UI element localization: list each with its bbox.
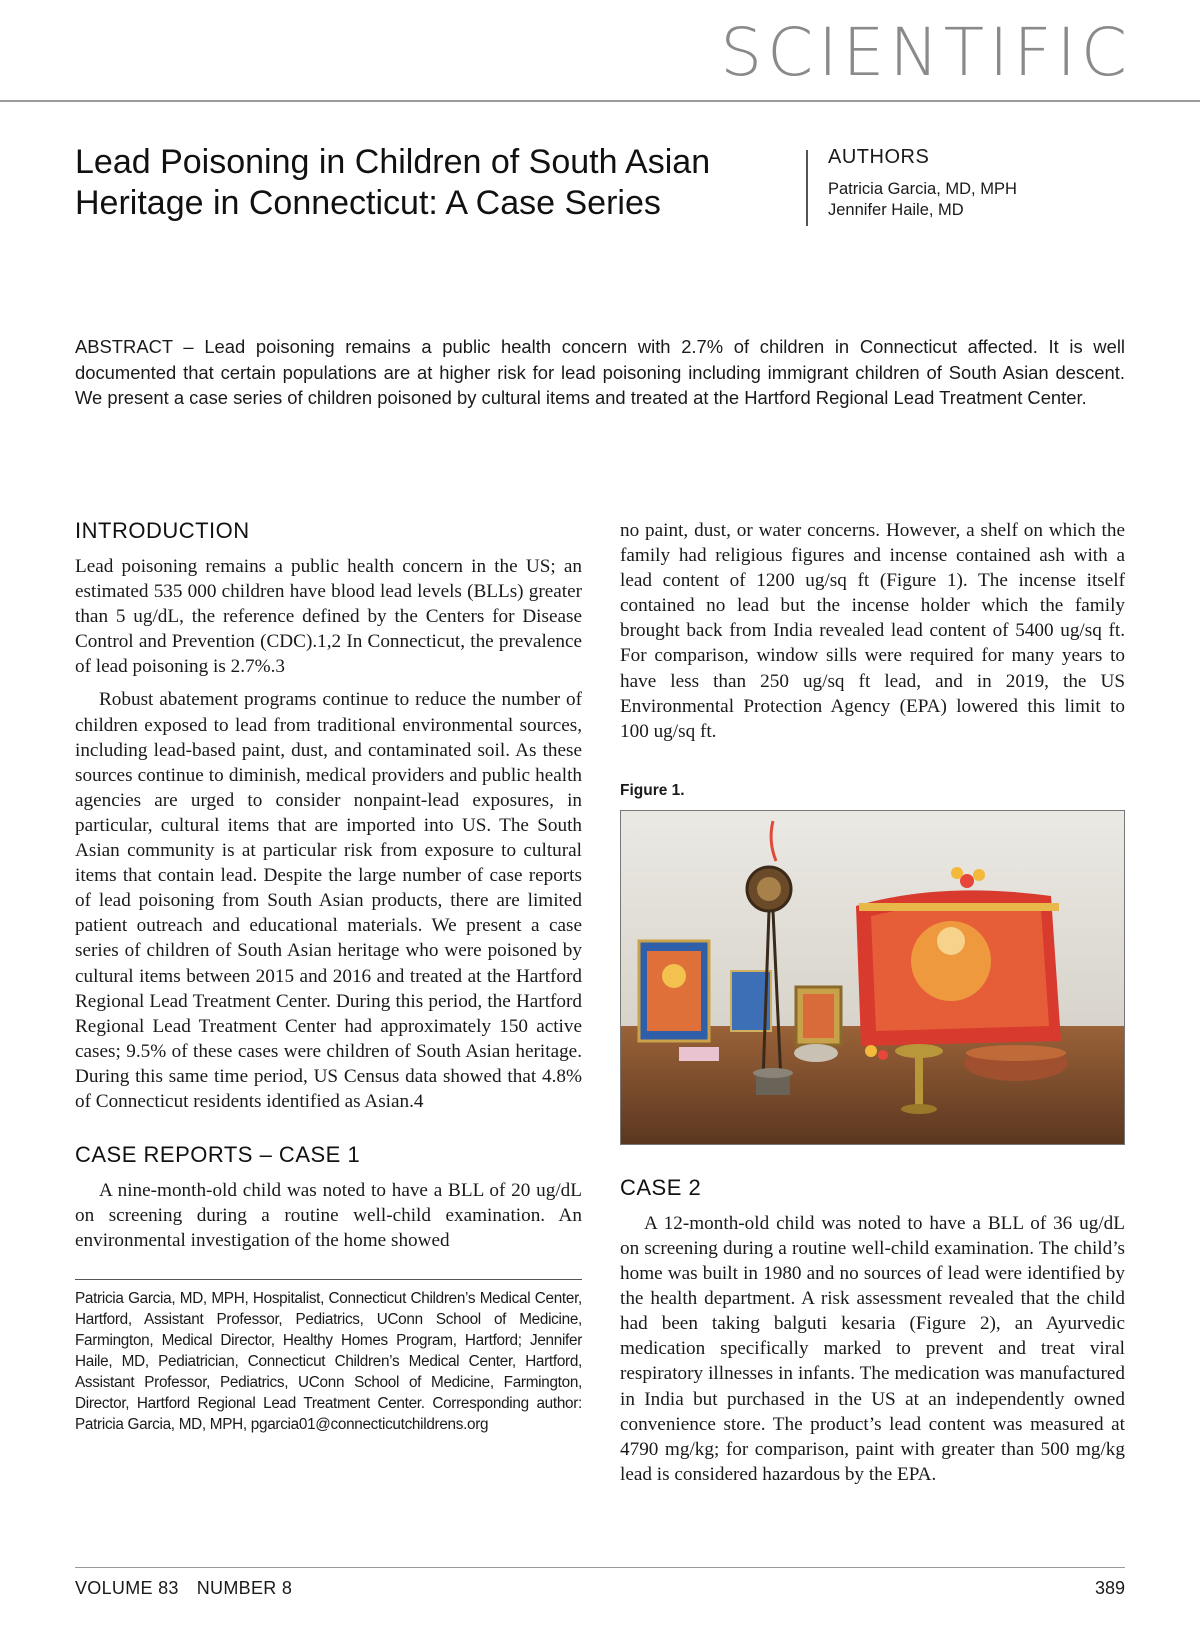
- page-number: 389: [1094, 1578, 1125, 1598]
- footer-divider: [75, 1567, 1125, 1568]
- introduction-paragraph: Lead poisoning remains a public health concern in the US; an estimated 535 000 children have blood lead levels (BLLs) greater than 5 ug/dL, the reference defined by the Centers for Disease Control and Prevention (CDC).1,2 In Connecticut, the prevalence of lead poisoning is 2.7%.3: [75, 556, 582, 678]
- author-affiliations-footnote: Patricia Garcia, MD, MPH, Hospitalist, Connecticut Children’s Medical Center, Hartford, Assistant Professor, Pediatrics, UConn School of Medicine, Farmington, Medical Director, Healthy Homes Program, Hartford; Jennifer Haile, MD, Pediatrician, Connecticut Children’s Medical Center, Hartford, Assistant Professor, Pediatrics, UConn School of Medicine, Farmington, Director, Hartford Regional Lead Treatment Center. Corresponding author: Patricia Garcia, MD, MPH, pgarcia01@connecticutchildrens.org: [75, 1290, 582, 1434]
- case2-paragraph: A 12-month-old child was noted to have a BLL of 36 ug/dL on screening during a routine well-child examination. The child’s home was built in 1980 and no sources of lead were identified by the health department. A risk assessment revealed that the child had been taking balguti kesaria (Figure 2), an Ayurvedic medication specifically marked to prevent and treat viral respiratory illnesses in infants. The medication was manufactured in India but purchased in the US at an independently owned convenience store. The product’s lead content was measured at 4790 mg/kg; for comparison, paint with greater than 500 mg/kg lead is considered hazardous by the EPA.: [620, 1212, 1125, 1485]
- shrine-shelf-image: [621, 811, 1124, 1144]
- figure1-photo: [620, 810, 1125, 1145]
- authors-heading: AUTHORS: [828, 146, 930, 168]
- footnote-divider: [75, 1279, 582, 1280]
- figure1-label: Figure 1.: [620, 781, 685, 799]
- abstract: ABSTRACT – Lead poisoning remains a public health concern with 2.7% of children in Connecticut affected. It is well documented that certain populations are at higher risk for lead poisoning including immigrant children of South Asian descent. We present a case series of children poisoned by cultural items and treated at the Hartford Regional Lead Treatment Center.: [75, 336, 1125, 408]
- header-divider: [0, 100, 1200, 102]
- case2-heading: CASE 2: [620, 1174, 702, 1200]
- case1-heading: CASE REPORTS – CASE 1: [75, 1142, 361, 1168]
- volume-label: VOLUME 83: [75, 1578, 179, 1598]
- right-column: [620, 518, 1125, 1487]
- introduction-paragraph: Robust abatement programs continue to reduce the number of children exposed to lead from traditional environmental sources, including lead-based paint, dust, and contaminated soil. As these sources continue to diminish, medical providers and public health agencies are urged to consider nonpaint-lead exposures, in particular, cultural items that are imported into US. The South Asian community is at particular risk from exposure to cultural items that contain lead. Despite the large number of case reports of lead poisoning from South Asian products, there are limited patient outreach and educational materials. We present a case series of children of South Asian heritage who were poisoned by cultural items between 2015 and 2016 and treated at the Hartford Regional Lead Treatment Center. During this period, the Hartford Regional Lead Treatment Center had approximately 150 active cases; 9.5% of these cases were children of South Asian heritage. During this same time period, US Census data showed that 4.8% of Connecticut residents identified as Asian.4: [75, 689, 582, 1112]
- introduction-heading: INTRODUCTION: [75, 518, 250, 543]
- number-label: NUMBER 8: [196, 1578, 293, 1598]
- author-name: Jennifer Haile, MD: [828, 201, 964, 219]
- left-column: [75, 518, 582, 1435]
- article-title: Lead Poisoning in Children of South Asian Heritage in Connecticut: A Case Series: [75, 143, 711, 222]
- author-name: Patricia Garcia, MD, MPH: [828, 180, 1017, 198]
- case1-paragraph-continued: no paint, dust, or water concerns. However, a shelf on which the family had religious figures and incense contained ash with a lead content of 1200 ug/sq ft (Figure 1). The incense itself contained no lead but the incense holder which the family brought back from India revealed lead content of 5400 ug/sq ft. For comparison, window sills were required for many years to have less than 250 ug/sq ft lead, and in 2019, the US Environmental Protection Agency (EPA) lowered this limit to 100 ug/sq ft.: [620, 520, 1125, 742]
- authors-block: [806, 146, 1017, 226]
- case1-paragraph: A nine-month-old child was noted to have a BLL of 20 ug/dL on screening during a routine well-child examination. An environmental investigation of the home showed: [75, 1180, 582, 1252]
- section-label: SCIENTIFIC: [720, 14, 1132, 91]
- journal-issue: [75, 1578, 310, 1599]
